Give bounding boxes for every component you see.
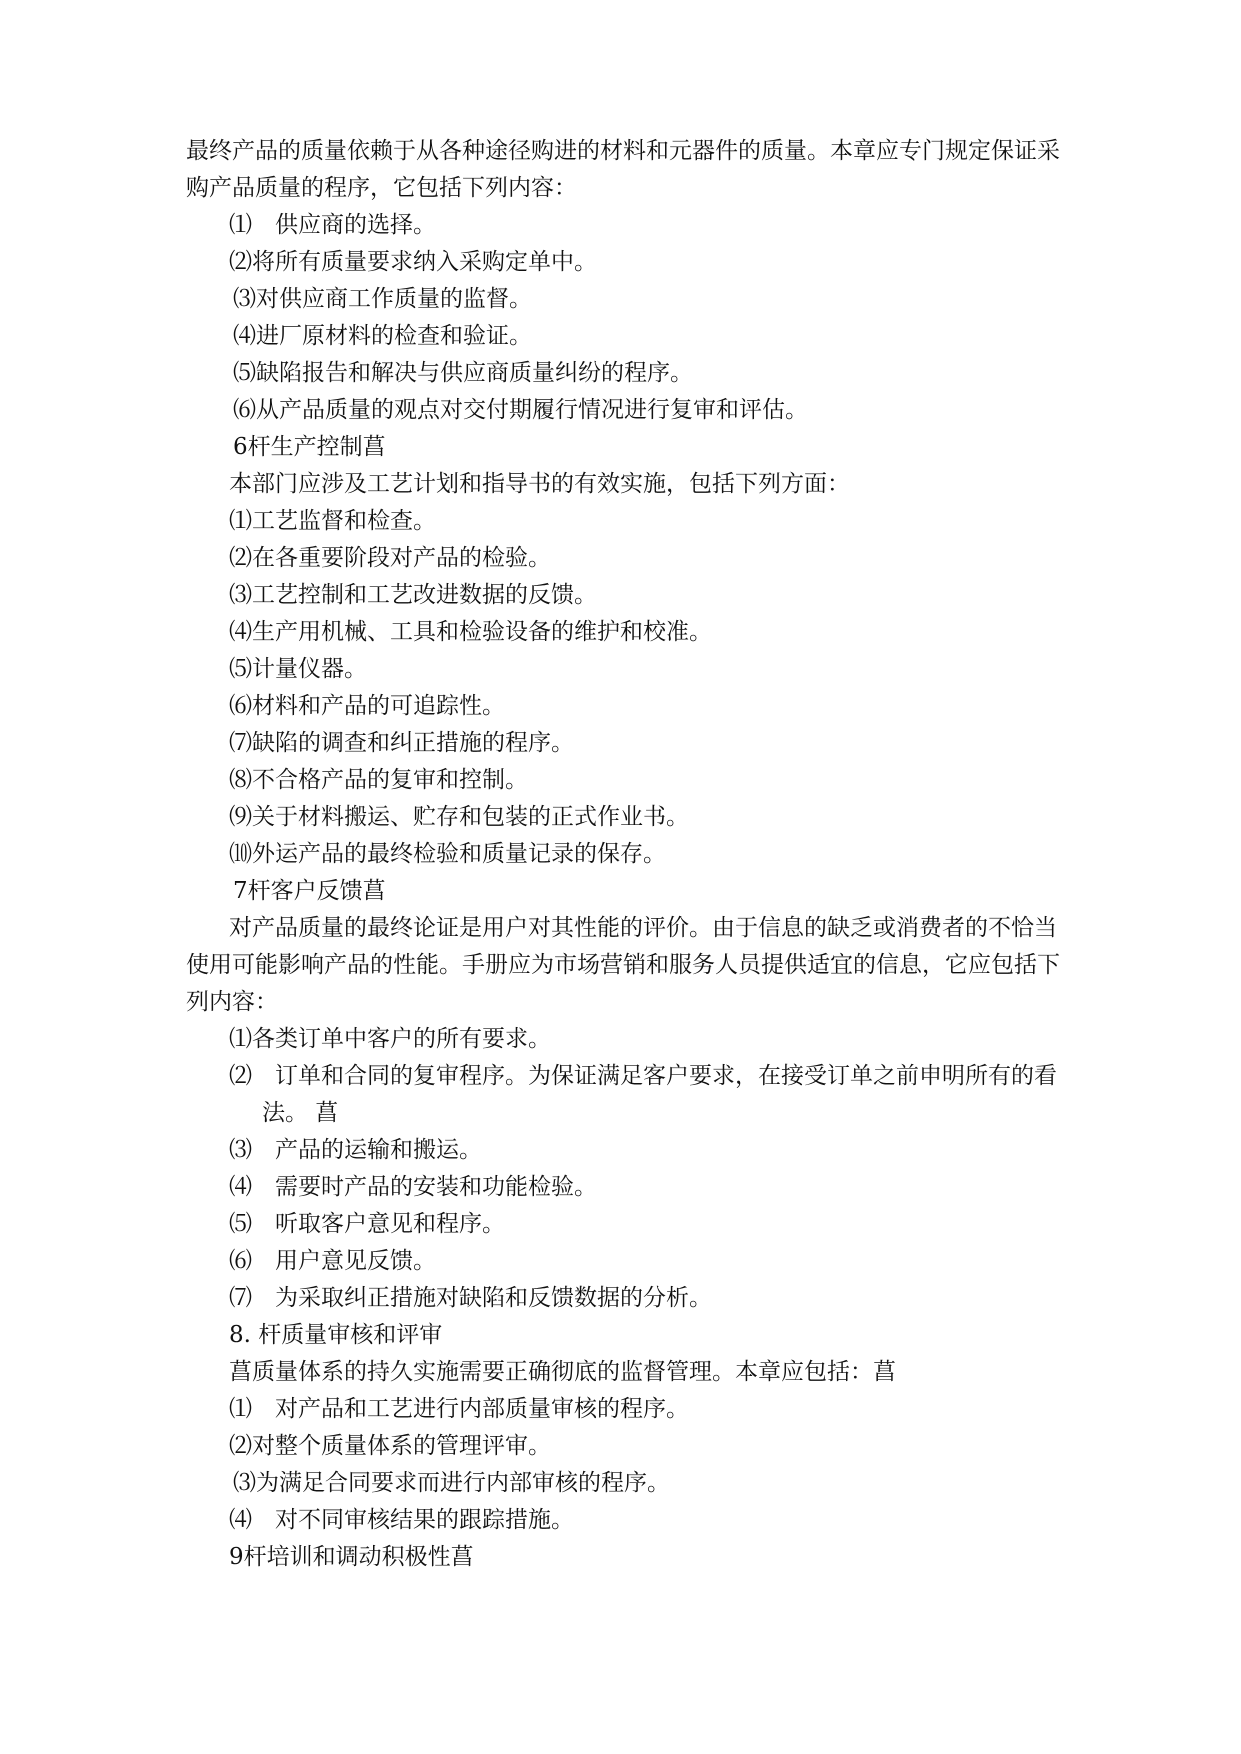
list-item: ⑶为满足合同要求而进行内部审核的程序。 [233,1470,670,1496]
list-item: ⑵在各重要阶段对产品的检验。 [229,545,551,571]
section-heading: 7杆客户反馈菖 [233,878,386,904]
paragraph-line: 列内容： [186,989,278,1015]
list-item: ⑺ 为采取纠正措施对缺陷和反馈数据的分析。 [229,1285,712,1311]
list-item: ⑻不合格产品的复审和控制。 [229,767,528,793]
section-heading: 9杆培训和调动积极性菖 [229,1544,474,1570]
list-item: ⑷ 对不同审核结果的跟踪措施。 [229,1507,574,1533]
list-item: ⑷ 需要时产品的安装和功能检验。 [229,1174,597,1200]
section-heading: 6杆生产控制菖 [233,434,386,460]
paragraph-line: 对产品质量的最终论证是用户对其性能的评价。由于信息的缺乏或消费者的不恰当 [229,915,1057,941]
list-item: ⑵将所有质量要求纳入采购定单中。 [229,249,597,275]
list-item: ⑶ 产品的运输和搬运。 [229,1137,482,1163]
paragraph-line: 本部门应涉及工艺计划和指导书的有效实施，包括下列方面： [229,471,850,497]
list-item: ⑼关于材料搬运、贮存和包装的正式作业书。 [229,804,689,830]
list-item: ⑸缺陷报告和解决与供应商质量纠纷的程序。 [233,360,693,386]
list-item: ⑹从产品质量的观点对交付期履行情况进行复审和评估。 [233,397,808,423]
paragraph-line: 使用可能影响产品的性能。手册应为市场营销和服务人员提供适宜的信息，它应包括下 [186,952,1060,978]
paragraph-line: 最终产品的质量依赖于从各种途径购进的材料和元器件的质量。本章应专门规定保证采 [186,138,1060,164]
list-item: ⑴各类订单中客户的所有要求。 [229,1026,551,1052]
list-item: ⑹ 用户意见反馈。 [229,1248,436,1274]
list-item: ⑴ 供应商的选择。 [229,212,436,238]
list-item: ⑸计量仪器。 [229,656,367,682]
section-heading: 8. 杆质量审核和评审 [229,1322,443,1348]
list-item: ⑶对供应商工作质量的监督。 [233,286,532,312]
paragraph-line: 购产品质量的程序，它包括下列内容： [186,175,577,201]
list-item: ⑴工艺监督和检查。 [229,508,436,534]
list-item: ⑵对整个质量体系的管理评审。 [229,1433,551,1459]
list-item: ⑷生产用机械、工具和检验设备的维护和校准。 [229,619,712,645]
list-item: ⑽外运产品的最终检验和质量记录的保存。 [229,841,666,867]
list-item: ⑹材料和产品的可追踪性。 [229,693,505,719]
list-item: ⑸ 听取客户意见和程序。 [229,1211,505,1237]
list-item: ⑷进厂原材料的检查和验证。 [233,323,532,349]
list-item: ⑺缺陷的调查和纠正措施的程序。 [229,730,574,756]
list-item: ⑵ 订单和合同的复审程序。为保证满足客户要求，在接受订单之前申明所有的看 [229,1063,1057,1089]
list-item: ⑶工艺控制和工艺改进数据的反馈。 [229,582,597,608]
paragraph-line: 菖质量体系的持久实施需要正确彻底的监督管理。本章应包括：菖 [229,1359,896,1385]
list-item-continuation: 法。 菖 [262,1100,339,1126]
list-item: ⑴ 对产品和工艺进行内部质量审核的程序。 [229,1396,689,1422]
